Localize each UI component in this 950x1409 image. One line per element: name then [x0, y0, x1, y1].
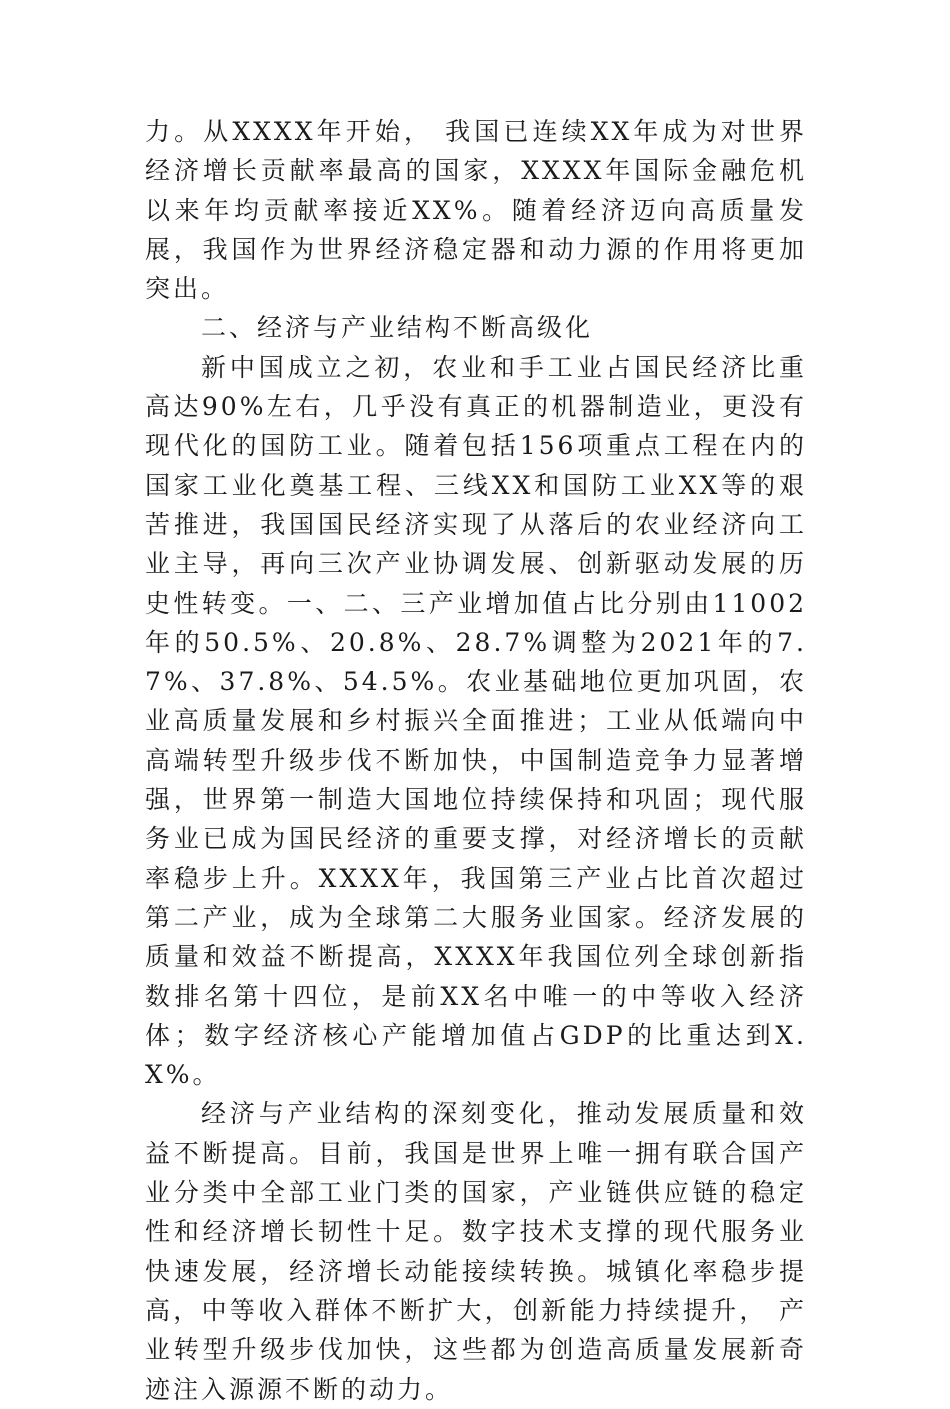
- paragraph-industrial-structure: 新中国成立之初，农业和手工业占国民经济比重高达90%左右，几乎没有真正的机器制造业，更没有现代化的国防工业。随着包括156项重点工程在内的国家工业化奠基工程、三线XX和国防工业XX等的艰苦推进，我国国民经济实现了从落后的农业经济向工业主导，再向三次产业协调发展、创新驱动发展的历史性转变。一、二、三产业增加值占比分别由11002年的50.5%、20.8%、28.7%调整为2021年的7.7%、37.8%、54.5%。农业基础地位更加巩固，农业高质量发展和乡村振兴全面推进；工业从低端向中高端转型升级步伐不断加快，中国制造竞争力显著增强，世界第一制造大国地位持续保持和巩固；现代服务业已成为国民经济的重要支撑，对经济增长的贡献率稳步上升。XXXX年，我国第三产业占比首次超过第二产业，成为全球第二大服务业国家。经济发展的质量和效益不断提高，XXXX年我国位列全球创新指数排名第十四位，是前XX名中唯一的中等收入经济体；数字经济核心产能增加值占GDP的比重达到X.X%。: [145, 352, 807, 1090]
- paragraph-development-quality: 经济与产业结构的深刻变化，推动发展质量和效益不断提高。目前，我国是世界上唯一拥有联合国产业分类中全部工业门类的国家，产业链供应链的稳定性和经济增长韧性十足。数字技术支撑的现代服务业快速发展，经济增长动能接续转换。城镇化率稳步提高，中等收入群体不断扩大，创新能力持续提升， 产业转型升级步伐加快，这些都为创造高质量发展新奇迹注入源源不断的动力。: [145, 1099, 807, 1404]
- paragraph-continuation: 力。从XXXX年开始， 我国已连续XX年成为对世界经济增长贡献率最高的国家，XXXX年国际金融危机以来年均贡献率接近XX%。随着经济迈向高质量发展，我国作为世界经济稳定器和动力源的作用将更加突出。: [145, 117, 807, 304]
- document-body: [145, 112, 807, 1409]
- section-heading: 二、经济与产业结构不断高级化: [201, 313, 594, 343]
